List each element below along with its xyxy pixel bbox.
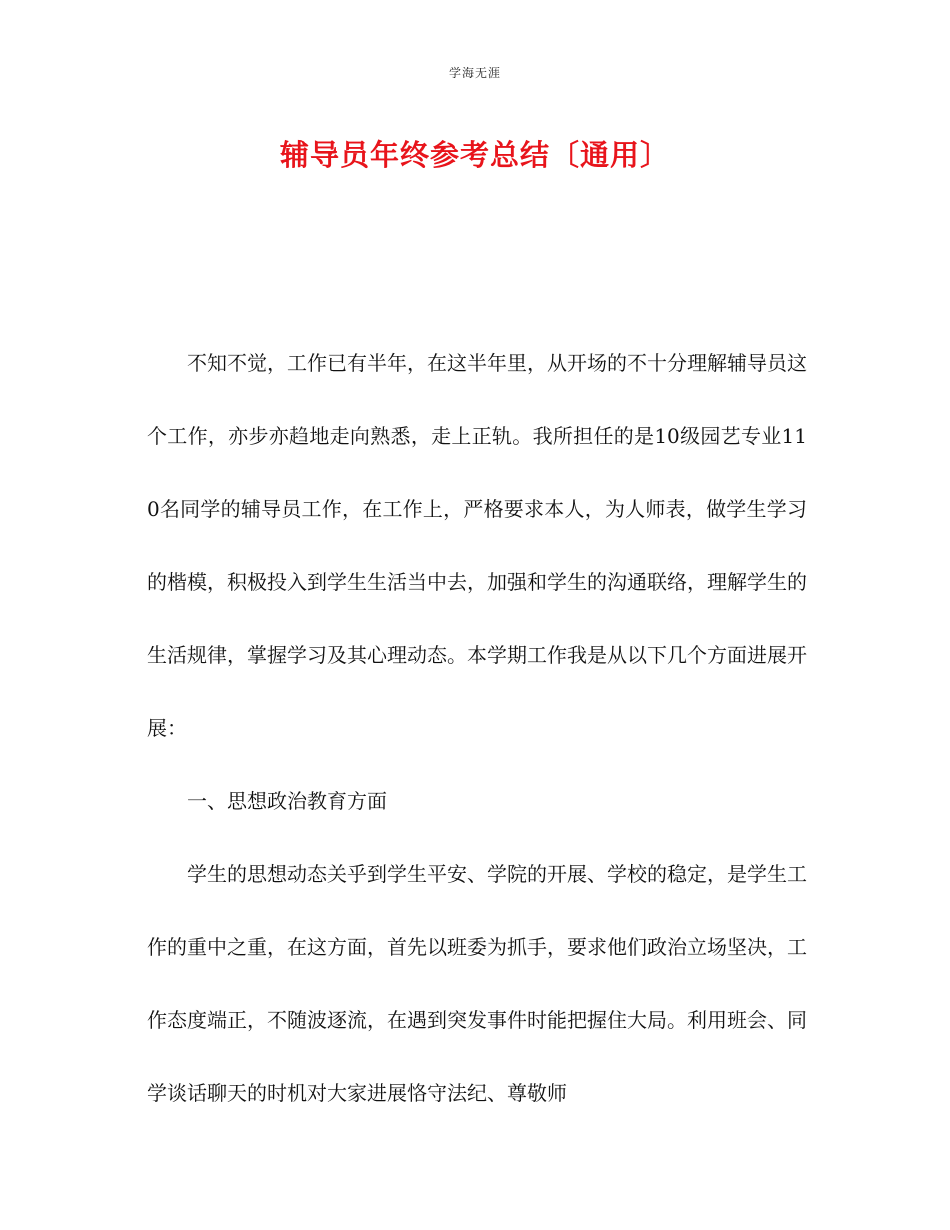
paragraph-intro: 不知不觉，工作已有半年，在这半年里，从开场的不十分理解辅导员这个工作，亦步亦趋地走向熟悉，走上正轨。我所担任的是10级园艺专业110名同学的辅导员工作，在工作上，严格要求本人，为人师表，做学生学习的楷模，积极投入到学生生活当中去，加强和学生的沟通联络，理解学生的生活规律，掌握学习及其心理动态。本学期工作我是从以下几个方面进展开展： xyxy=(147,351,807,740)
document-body xyxy=(147,327,807,1130)
document-title: 辅导员年终参考总结〔通用〕 xyxy=(279,138,670,172)
paragraph-ideology: 学生的思想动态关乎到学生平安、学院的开展、学校的稳定，是学生工作的重中之重，在这方面，首先以班委为抓手，要求他们政治立场坚决，工作态度端正，不随波逐流，在遇到突发事件时能把握住大局。利用班会、同学谈话聊天的时机对大家进展恪守法纪、尊敬师 xyxy=(147,862,807,1105)
section-heading-ideology: 一、思想政治教育方面 xyxy=(187,789,387,813)
page-header: 学海无涯 xyxy=(448,66,501,80)
